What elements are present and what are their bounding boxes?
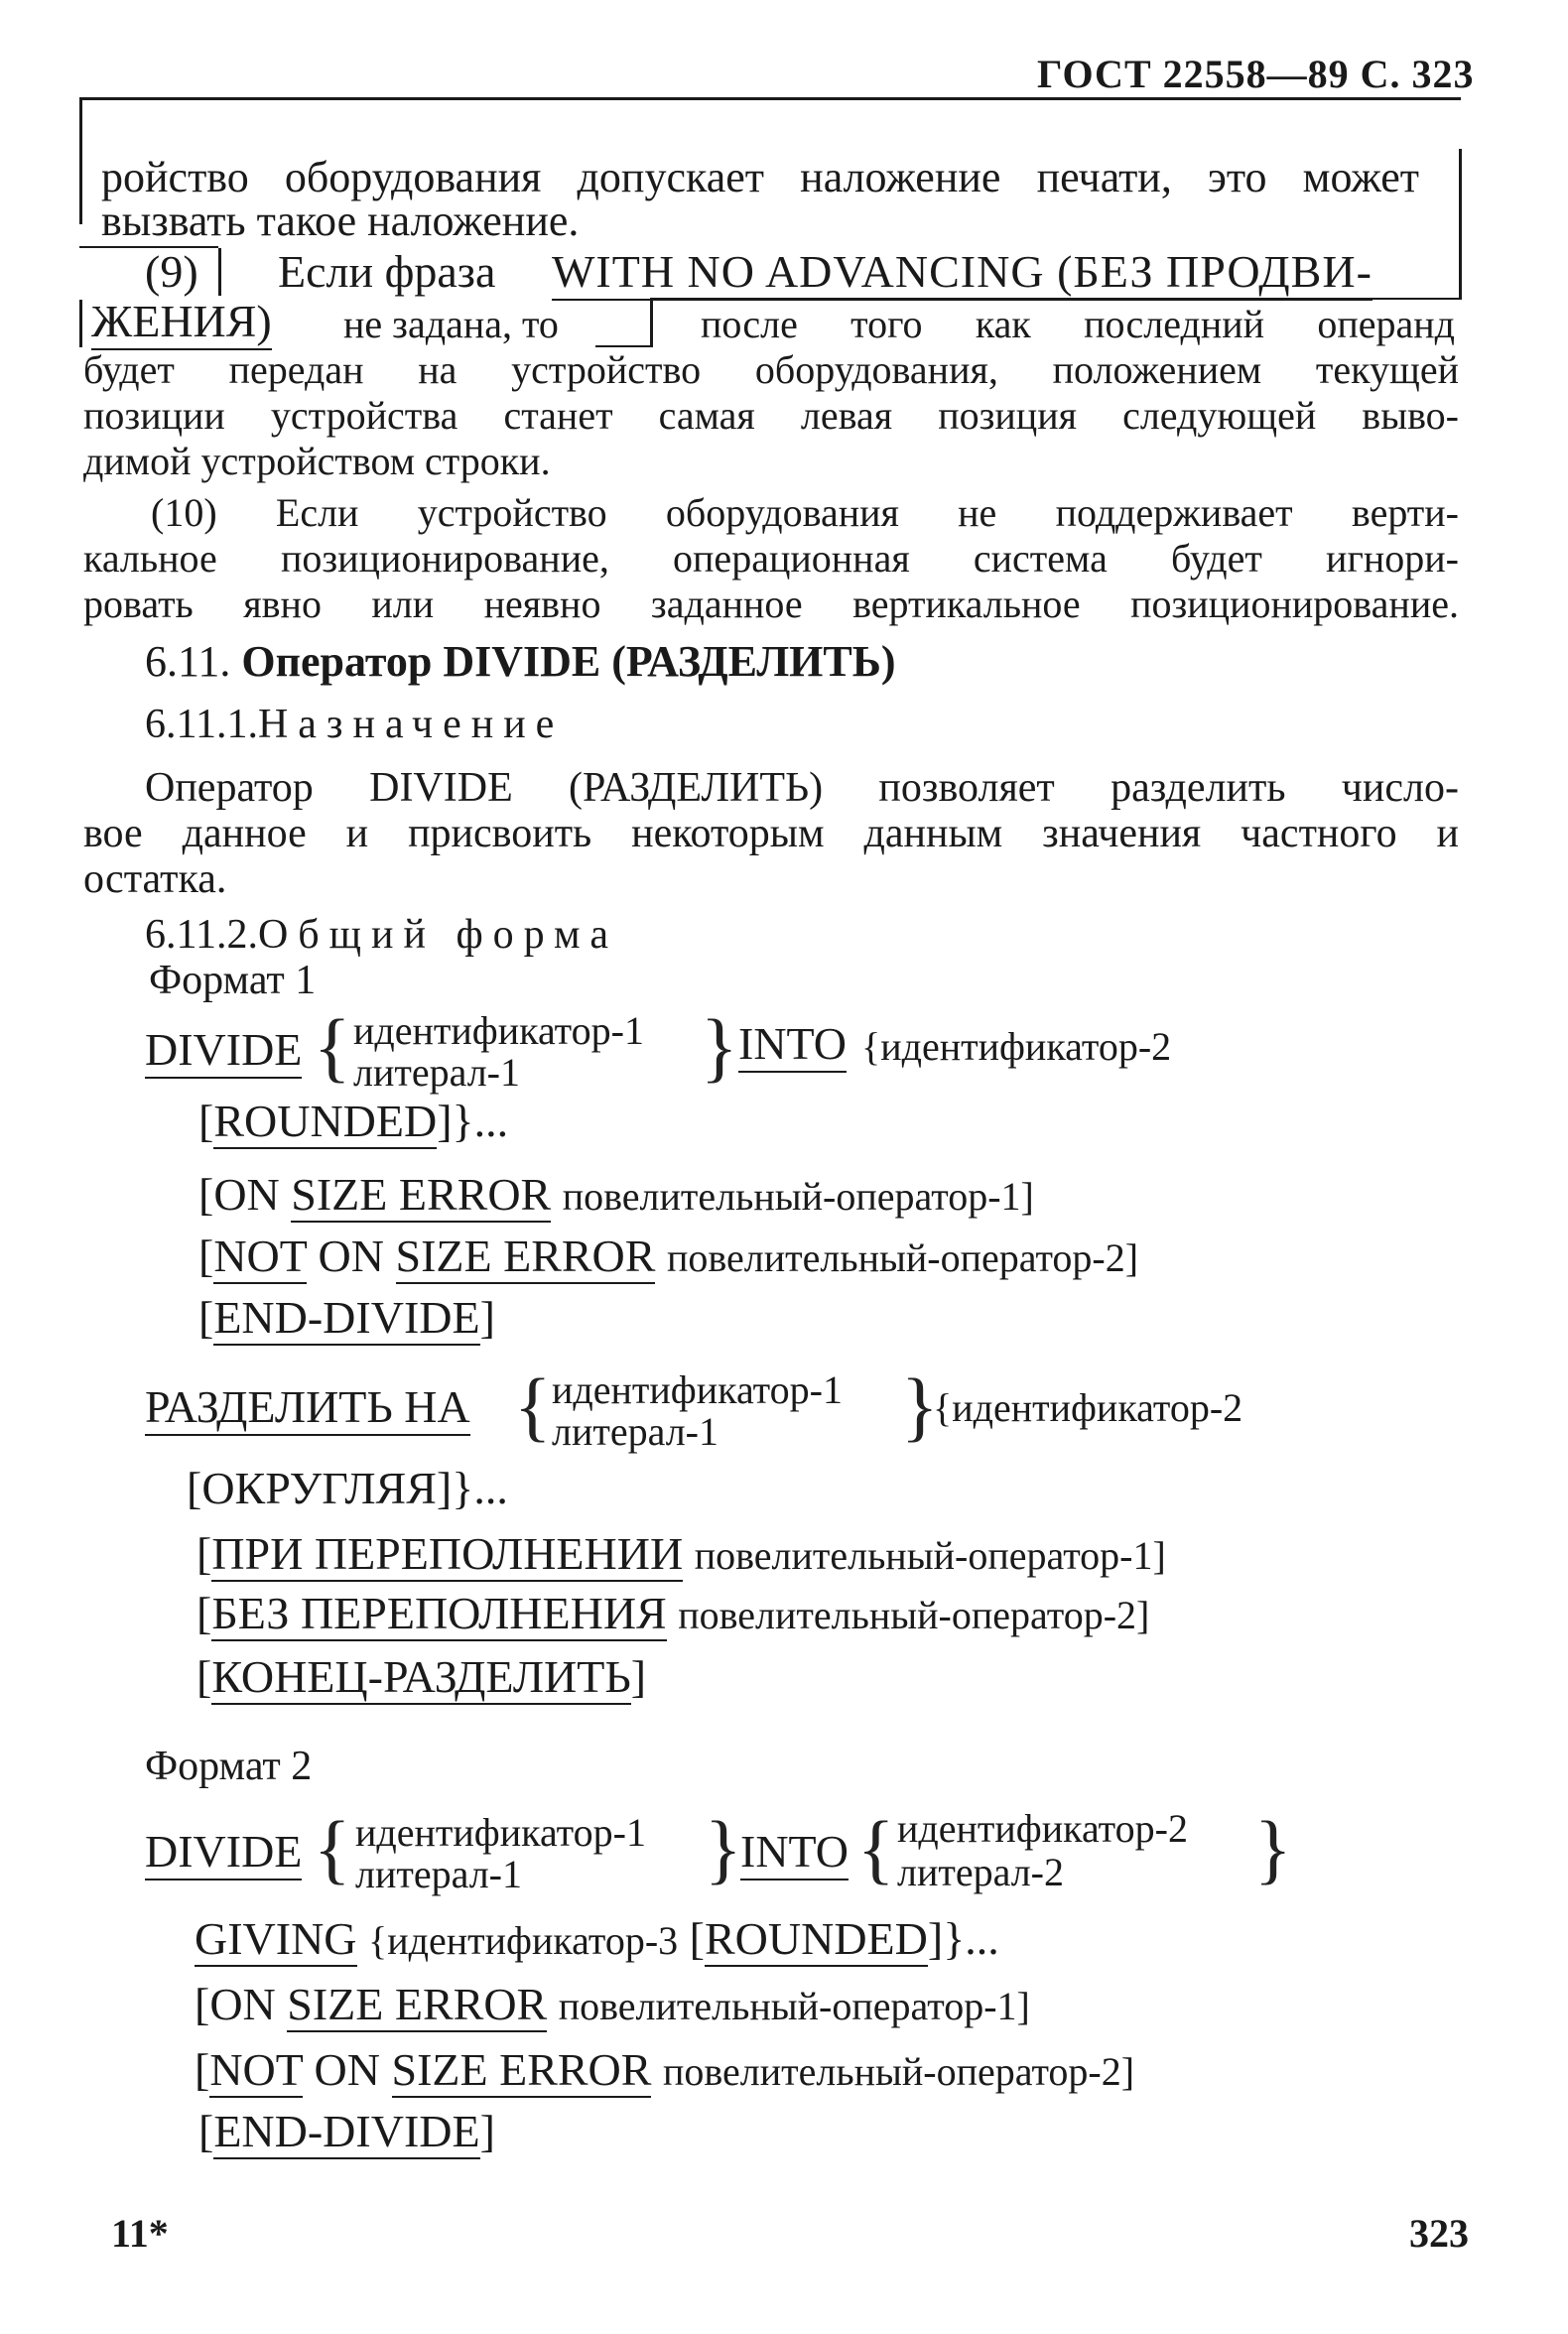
f1-rounded-keyword: ROUNDED: [213, 1096, 437, 1149]
page-number: 323: [1409, 2211, 1469, 2256]
f2-end-divide: [END-DIVIDE]: [198, 2106, 495, 2157]
f1-not-keyword: NOT: [213, 1231, 307, 1284]
f2-brace-open-2: {: [857, 1805, 895, 1891]
purpose-line-2: вое данное и присвоить некоторым данным значения частного и: [83, 811, 1459, 856]
item9-text: Если фраза: [278, 246, 496, 297]
f1-rounded-clause: [ROUNDED]}...: [198, 1096, 508, 1147]
item9-rule-top: [650, 298, 1462, 300]
f2-end-divide-keyword: END-DIVIDE: [213, 2106, 479, 2159]
change-box-top-rule: [79, 97, 1461, 100]
f2-opt-identifier-1: идентификатор-1: [355, 1810, 646, 1855]
item10-line-2: кальное позиционирование, операционная система будет игнори-: [83, 536, 1459, 581]
f1-target: {идентификатор-2: [861, 1024, 1172, 1069]
f2-not-keyword: NOT: [209, 2044, 303, 2098]
f2-brace-open-1: {: [314, 1805, 351, 1891]
f2-brace-close-1: }: [705, 1805, 742, 1891]
f2-not-size-error-keyword: SIZE ERROR: [392, 2044, 652, 2098]
item9-line-1: будет передан на устройство оборудования, положением текущей: [83, 347, 1459, 392]
f2-rounded-keyword: ROUNDED: [705, 1913, 928, 1967]
f2-size-error-keyword: SIZE ERROR: [287, 1979, 547, 2032]
f1-not-on-size-error: [NOT ON SIZE ERROR повелительный-оператор-2]: [198, 1231, 1138, 1282]
f1-ru-brace-open: {: [514, 1362, 552, 1449]
para-top-line-1: ройство оборудования допускает наложение печати, это может: [101, 153, 1419, 201]
f1-brace-close: }: [701, 1003, 738, 1090]
item9-left-rule: [79, 300, 82, 347]
section-title: Оператор DIVIDE (РАЗДЕЛИТЬ): [241, 637, 896, 686]
f1-ru-target: {идентификатор-2: [933, 1385, 1243, 1430]
signature-mark: 11*: [111, 2211, 169, 2256]
format2-label: Формат 2: [145, 1744, 313, 1789]
change-box-left-rule: [79, 97, 82, 224]
section-heading: [145, 637, 896, 687]
f1-ru-no-overflow-keyword: БЕЗ ПЕРЕПОЛНЕНИЯ: [211, 1588, 666, 1641]
item9-cont1: не задана, то: [343, 302, 559, 346]
f1-ru-rounded: [ОКРУГЛЯЯ]}...: [187, 1463, 508, 1513]
item9-number: (9): [145, 246, 198, 297]
f1-not-size-error-keyword: SIZE ERROR: [396, 1231, 656, 1284]
f1-ru-end: [КОНЕЦ-РАЗДЕЛИТЬ]: [196, 1651, 646, 1703]
general-format-heading: [145, 911, 618, 959]
section-number: 6.11.: [145, 637, 231, 686]
f1-ru-opt-identifier: идентификатор-1: [552, 1367, 843, 1412]
item10-line-3: ровать явно или неявно заданное вертикальное позиционирование.: [83, 582, 1459, 626]
f2-giving-clause: GIVING {идентификатор-3 [ROUNDED]}...: [195, 1913, 999, 1965]
general-format-heading-text: Общий форма: [257, 912, 618, 958]
para-top-line-2: вызвать такое наложение.: [101, 196, 580, 245]
general-format-heading-number: 6.11.2.: [145, 912, 258, 958]
f1-on-size-error: [ON SIZE ERROR повелительный-оператор-1]: [198, 1169, 1034, 1221]
item9-line-2: позиции устройства станет самая левая позиция следующей выво-: [83, 393, 1459, 438]
f1-ru-on-overflow: [ПРИ ПЕРЕПОЛНЕНИИ повелительный-оператор-1]: [196, 1528, 1166, 1580]
f1-into-keyword: INTO: [738, 1018, 847, 1073]
item9-phrase-cont: ЖЕНИЯ): [91, 296, 272, 350]
f2-giving-keyword: GIVING: [195, 1913, 357, 1967]
f2-opt-literal-1: литерал-1: [355, 1852, 522, 1896]
f2-not-on-size-error: [NOT ON SIZE ERROR повелительный-оператор-2]: [195, 2044, 1134, 2096]
f2-brace-close-2: }: [1254, 1805, 1292, 1891]
item9-line-3: димой устройством строки.: [83, 439, 551, 483]
item9-divider: [218, 248, 221, 296]
f1-ru-overflow-keyword: ПРИ ПЕРЕПОЛНЕНИИ: [211, 1528, 683, 1582]
change-box-right-rule: [1459, 149, 1462, 298]
f2-on-size-error: [ON SIZE ERROR повелительный-оператор-1]: [195, 1979, 1030, 2030]
f1-end-divide-keyword: END-DIVIDE: [213, 1292, 479, 1346]
f2-divide-keyword: DIVIDE: [145, 1826, 302, 1880]
f1-ru-no-overflow: [БЕЗ ПЕРЕПОЛНЕНИЯ повелительный-оператор-2]: [196, 1588, 1149, 1639]
f2-into-keyword: INTO: [740, 1826, 849, 1880]
purpose-heading-number: 6.11.1.: [145, 702, 258, 747]
f1-opt-identifier: идентификатор-1: [353, 1008, 644, 1053]
f1-end-divide: [END-DIVIDE]: [198, 1292, 495, 1344]
f1-ru-opt-literal: литерал-1: [552, 1409, 719, 1454]
purpose-heading-text: Назначение: [257, 702, 565, 747]
item9-divider-2: [650, 300, 653, 347]
purpose-line-1: Оператор DIVIDE (РАЗДЕЛИТЬ) позволяет разделить число-: [145, 765, 1459, 811]
f1-size-error-keyword: SIZE ERROR: [291, 1169, 551, 1223]
f1-opt-literal: литерал-1: [353, 1050, 520, 1095]
f1-ru-end-keyword: КОНЕЦ-РАЗДЕЛИТЬ: [211, 1651, 630, 1705]
f1-ru-verb: РАЗДЕЛИТЬ НА: [145, 1381, 470, 1436]
f2-opt-identifier-2: идентификатор-2: [897, 1806, 1188, 1851]
purpose-line-3: остатка.: [83, 856, 227, 902]
format1-label: Формат 1: [149, 958, 317, 1003]
purpose-heading: [145, 701, 564, 748]
f2-opt-literal-2: литерал-2: [897, 1850, 1064, 1894]
item9-phrase: WITH NO ADVANCING (БЕЗ ПРОДВИ-: [552, 246, 1372, 301]
f1-ru-brace-close: }: [901, 1362, 939, 1449]
f1-divide-keyword: DIVIDE: [145, 1024, 302, 1079]
item10-line-1: (10) Если устройство оборудования не поддерживает верти-: [151, 490, 1459, 535]
item9-cont2: после того как последний операнд: [701, 302, 1455, 346]
running-header: ГОСТ 22558—89 С. 323: [1037, 52, 1475, 96]
f1-brace-open: {: [314, 1003, 351, 1090]
